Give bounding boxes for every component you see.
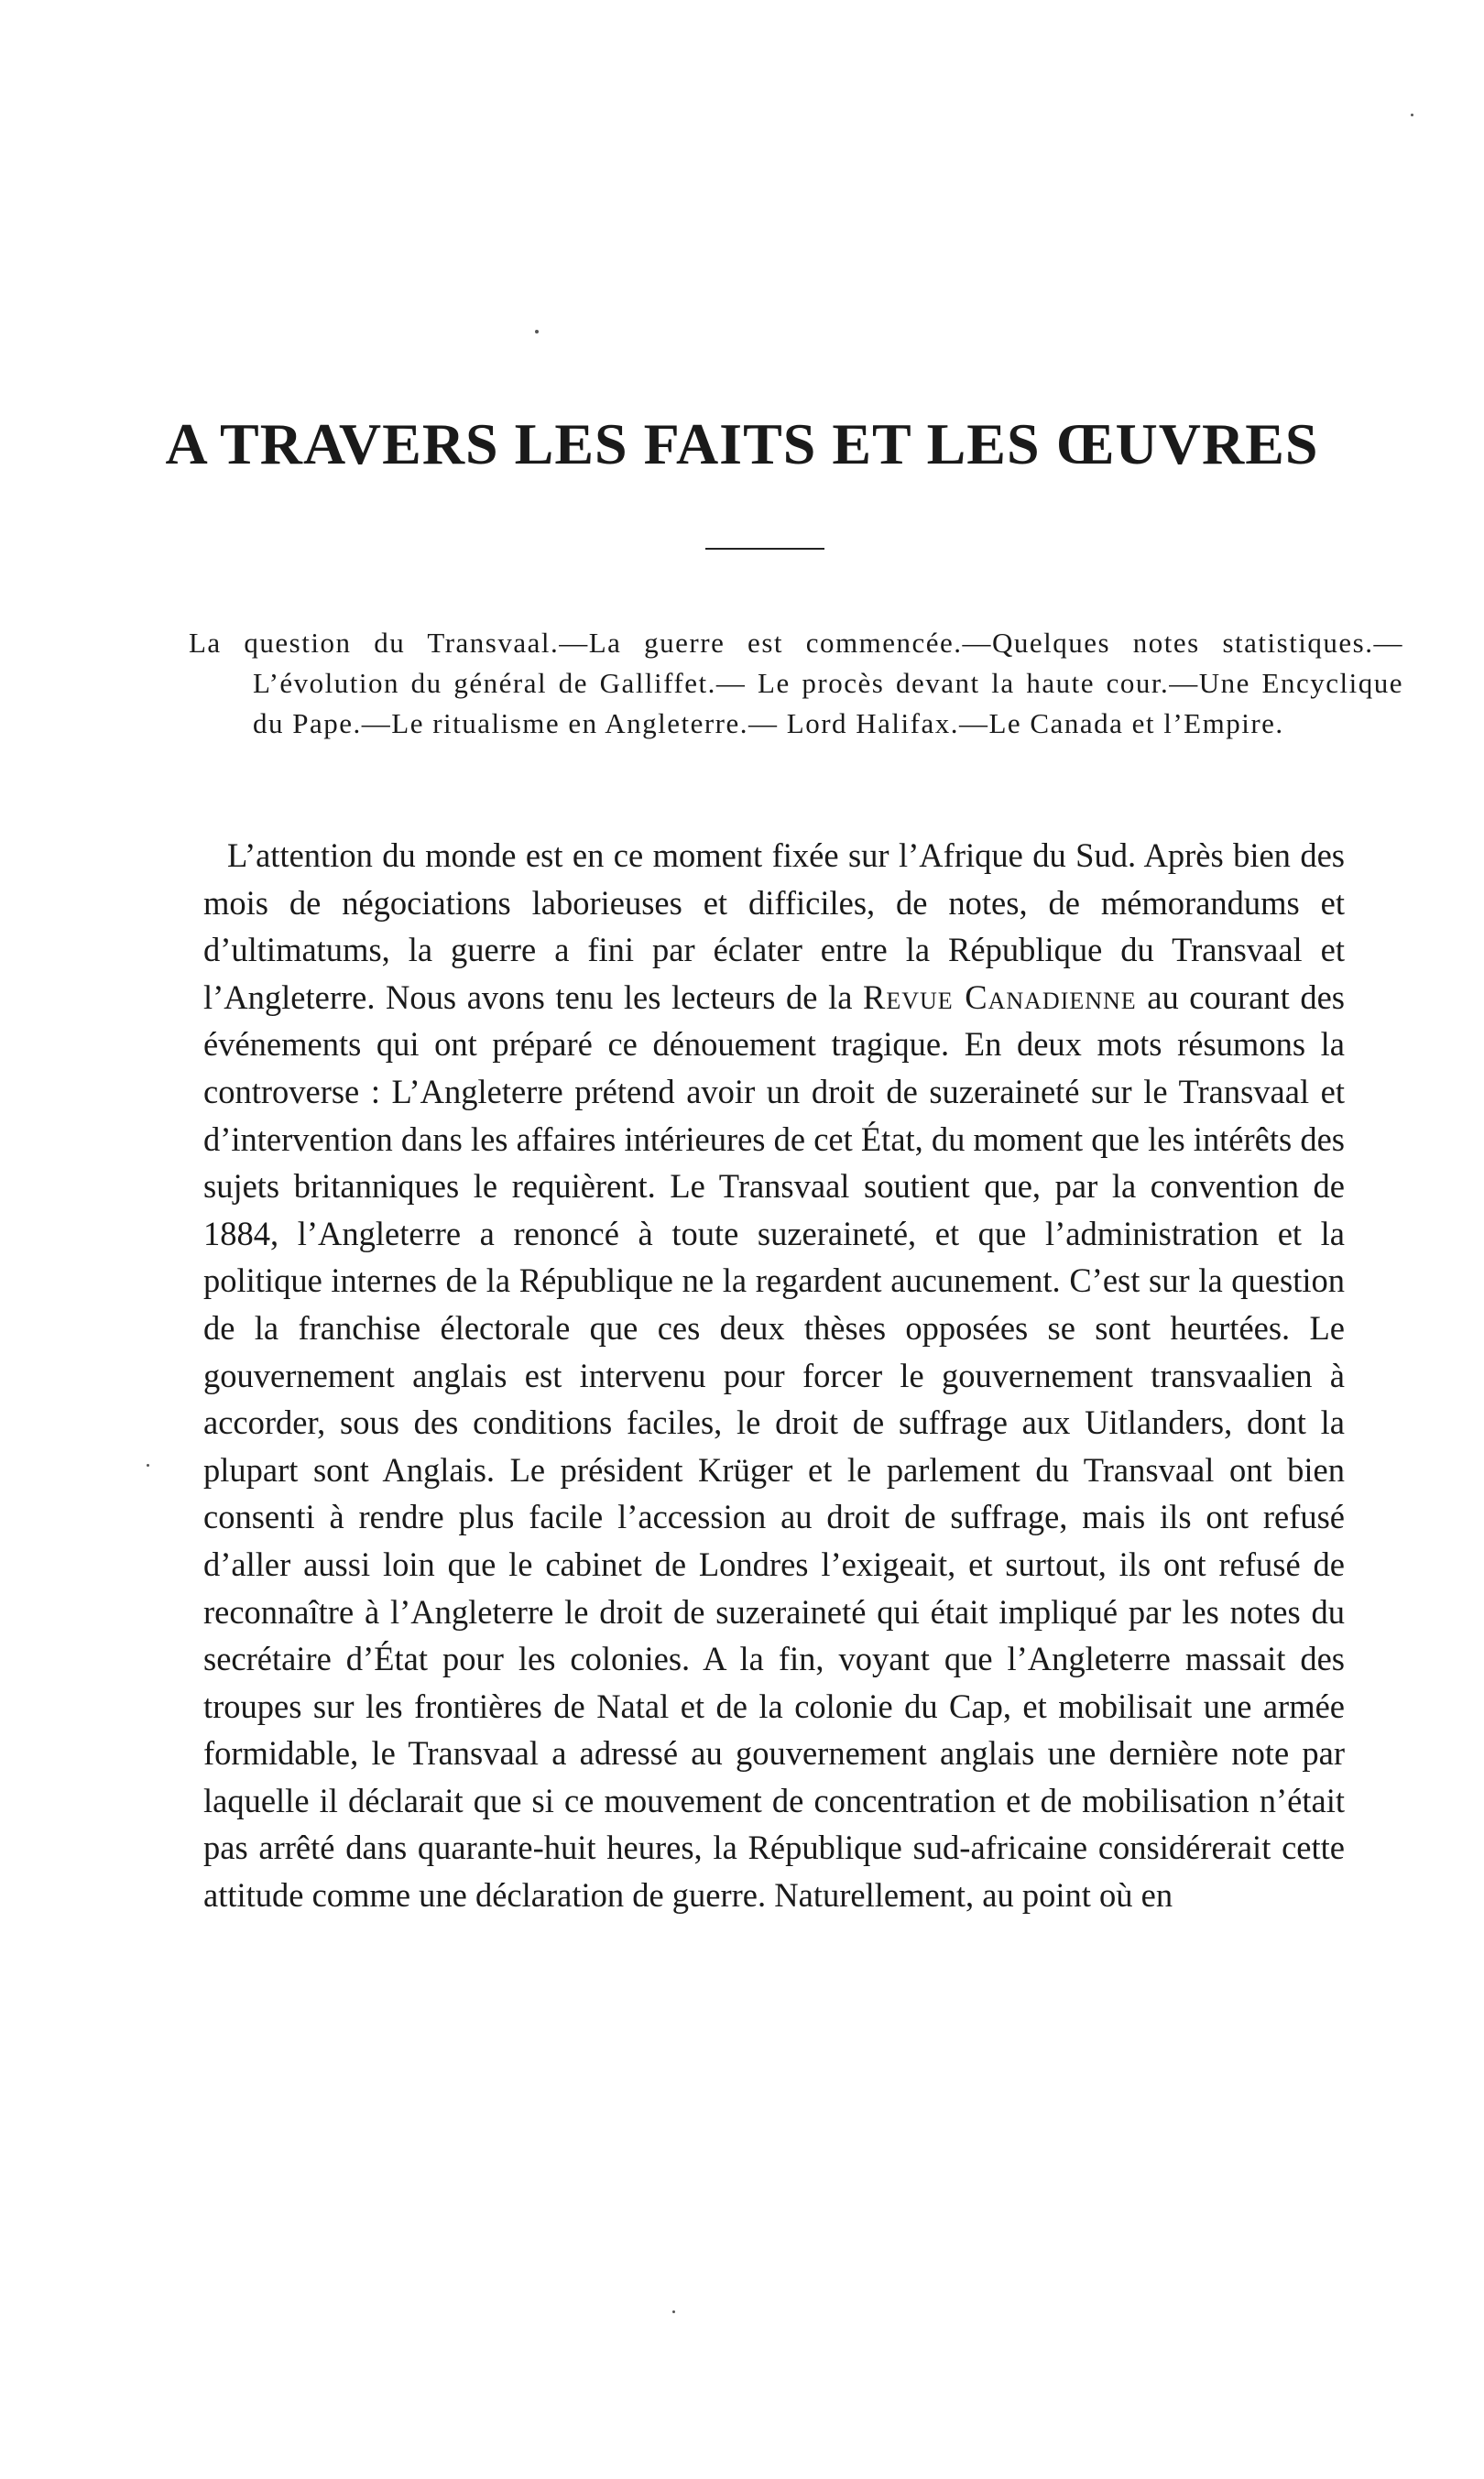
title-rule: [705, 548, 824, 550]
scan-speck: [147, 1464, 149, 1467]
scan-speck: [1411, 114, 1413, 116]
scan-speck: [535, 330, 539, 333]
scan-speck: [672, 2310, 675, 2313]
chapter-summary: La question du Transvaal.—La guerre est commencée.—Quelques notes statistiques.— L’évolution du général de Galliffet.— Le procès devant la haute cour.—Une Encyclique du Pape.—Le ritualisme en Angleterre.— Lord Halifax.—Le Canada et l’Empire.: [189, 627, 1403, 739]
body-text-part2: au courant des événements qui ont préparé ce dénouement tragique. En deux mots résumons la controverse : L’Angleterre prétend avoir un droit de suzeraineté sur le Transvaal et d’intervention dans les affaires intérieures de cet État, du moment que les intérêts des sujets britanniques le requièrent. Le Transvaal soutient que, par la convention de 1884, l’Angleterre a renoncé à toute suzeraineté, et que l’administration et la politique internes de la République ne la regardent aucunement. C’est sur la question de la franchise électorale que ces deux thèses opposées se sont heurtées. Le gouvernement anglais est intervenu pour forcer le gouvernement transvaalien à accorder, sous des conditions faciles, le droit de suffrage aux Uitlanders, dont la plupart sont Anglais. Le président Krüger et le parlement du Transvaal ont bien consenti à rendre plus facile l’accession au droit de suffrage, mais ils ont refusé d’aller aussi loin que le cabinet de Londres l’exigeait, et surtout, ils ont refusé de reconnaître à l’Angleterre le droit de suzeraineté qui était impliqué par les notes du secrétaire d’État pour les colonies. A la fin, voyant que l’Angleterre massait des troupes sur les frontières de Natal et de la colonie du Cap, et mobilisait une armée formidable, le Transvaal a adressé au gouvernement anglais une dernière note par laquelle il déclarait que si ce mouvement de concentration et de mobilisation n’était pas arrêté dans quarante-huit heures, la République sud-africaine considérerait cette attitude comme une déclaration de guerre. Naturellement, au point où en: [203, 977, 1345, 1915]
journal-name: Revue Canadienne: [863, 977, 1137, 1016]
page-title: A TRAVERS LES FAITS ET LES ŒUVRES: [165, 411, 1319, 476]
body-text-part1: L’attention du monde est en ce moment fixée sur l’Afrique du Sud. Après bien des mois de négociations laborieuses et difficiles, de notes, de mémorandums et d’ultimatums, la guerre a fini par éclater entre la République du Transvaal et l’Angleterre. Nous avons tenu les lecteurs de la: [203, 836, 1345, 1016]
body-paragraph: [203, 832, 1345, 1919]
